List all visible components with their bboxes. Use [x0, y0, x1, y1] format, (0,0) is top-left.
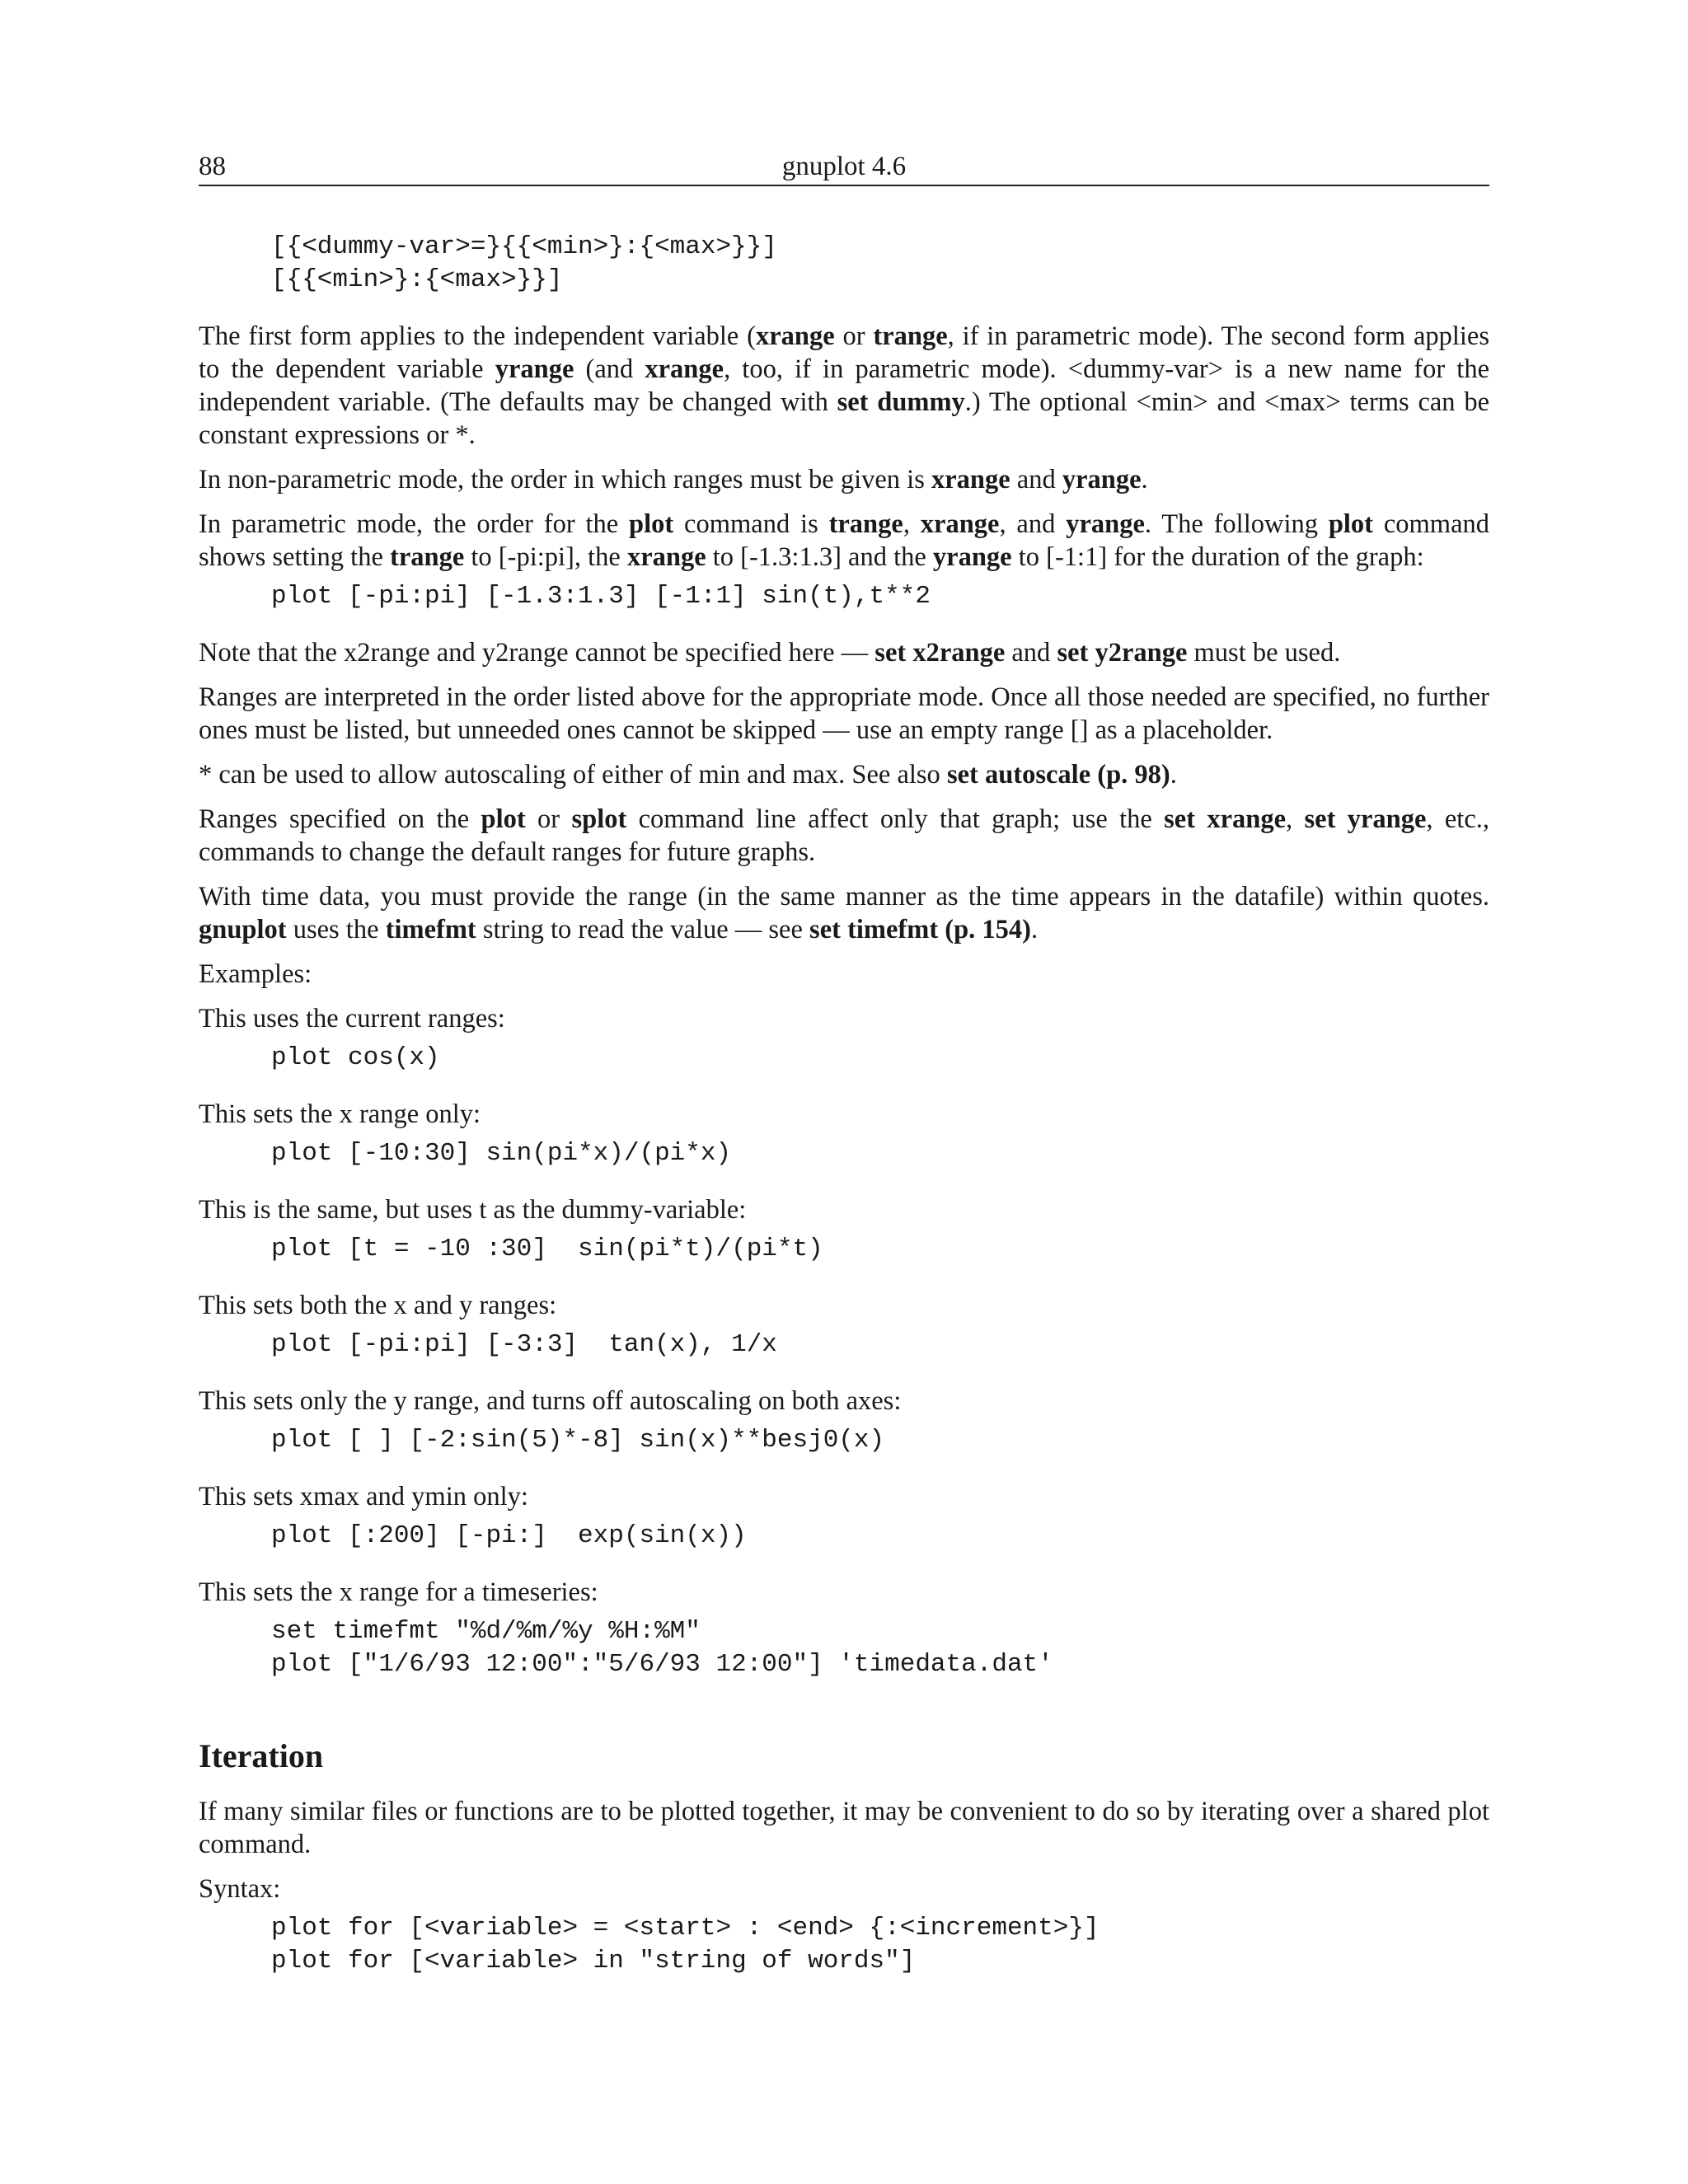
example-5-desc: This sets only the y range, and turns off autoscaling on both axes: — [199, 1386, 902, 1416]
paragraph-plot-splot: Ranges specified on the plot or splot command line affect only that graph; use the set xrange, set yrange, etc., commands to change the default ranges for future graphs. — [199, 804, 1490, 867]
example-2-code: plot [-10:30] sin(pi*x)/(pi*x) — [271, 1139, 732, 1168]
example-7-code: set timefmt "%d/%m/%y %H:%M" plot ["1/6/93 12:00":"5/6/93 12:00"] 'timedata.dat' — [271, 1617, 1053, 1679]
example-7-desc: This sets the x range for a timeseries: — [199, 1577, 598, 1607]
example-4-code: plot [-pi:pi] [-3:3] tan(x), 1/x — [271, 1330, 777, 1359]
paragraph-time-data: With time data, you must provide the range (in the same manner as the time appears in the datafile) within quotes. gnuplot uses the timefmt string to read the value — see set timefmt (p. 154). — [199, 882, 1489, 944]
examples-label: Examples: — [199, 959, 312, 989]
section-heading-iteration: Iteration — [199, 1737, 324, 1774]
syntax-form-2: [{{<min>}:{<max>}}] — [271, 265, 563, 294]
page-content — [199, 231, 1489, 1978]
example-2-desc: This sets the x range only: — [199, 1099, 481, 1129]
example-3-code: plot [t = -10 :30] sin(pi*t)/(pi*t) — [271, 1235, 823, 1263]
syntax-form-1: [{<dummy-var>=}{{<min>}:{<max>}}] — [271, 232, 777, 261]
example-6-desc: This sets xmax and ymin only: — [199, 1482, 528, 1511]
page-number: 88 — [199, 152, 226, 181]
iteration-syntax-code: plot for [<variable> = <start> : <end> {:<increment>}] plot for [<variable> in "string of words"] — [271, 1914, 1100, 1975]
example-1-code: plot cos(x) — [271, 1043, 440, 1072]
syntax-label: Syntax: — [199, 1874, 281, 1904]
example-1-desc: This uses the current ranges: — [199, 1004, 505, 1033]
example-5-code: plot [ ] [-2:sin(5)*-8] sin(x)**besj0(x) — [271, 1426, 885, 1455]
example-4-desc: This sets both the x and y ranges: — [199, 1291, 557, 1320]
example-3-desc: This is the same, but uses t as the dummy-variable: — [199, 1195, 747, 1225]
running-title: gnuplot 4.6 — [781, 152, 907, 181]
code-parametric-example: plot [-pi:pi] [-1.3:1.3] [-1:1] sin(t),t**2 — [271, 582, 931, 611]
paragraph-range-forms: The first form applies to the independent variable (xrange or trange, if in parametric mode). The second form applies to the dependent variable yrange (and xrange, too, if in parametric mode). <dummy-var> is a new name for the independent variable. (The defaults may be changed with set dummy.) The optional <min> and <max> terms can be constant expressions or *. — [199, 321, 1490, 450]
paragraph-range-order: Ranges are interpreted in the order listed above for the appropriate mode. Once all those needed are specified, no further ones must be listed, but unneeded ones cannot be skipped — use an empty range [] as a placeholder. — [199, 682, 1489, 745]
paragraph-non-parametric: In non-parametric mode, the order in which ranges must be given is xrange and yrange. — [199, 465, 1148, 494]
page-header — [199, 152, 1489, 186]
paragraph-autoscale: * can be used to allow autoscaling of either of min and max. See also set autoscale (p. 98). — [199, 760, 1177, 790]
example-6-code: plot [:200] [-pi:] exp(sin(x)) — [271, 1521, 747, 1550]
iteration-intro: If many similar files or functions are to be plotted together, it may be convenient to do so by iterating over a shared plot command. — [199, 1797, 1489, 1859]
paragraph-parametric: In parametric mode, the order for the plot command is trange, xrange, and yrange. The following plot command shows setting the trange to [-pi:pi], the xrange to [-1.3:1.3] and the yrange to [-1:1] for the duration of the graph: — [199, 509, 1490, 572]
paragraph-x2range-note: Note that the x2range and y2range cannot be specified here — set x2range and set y2range must be used. — [199, 638, 1341, 668]
